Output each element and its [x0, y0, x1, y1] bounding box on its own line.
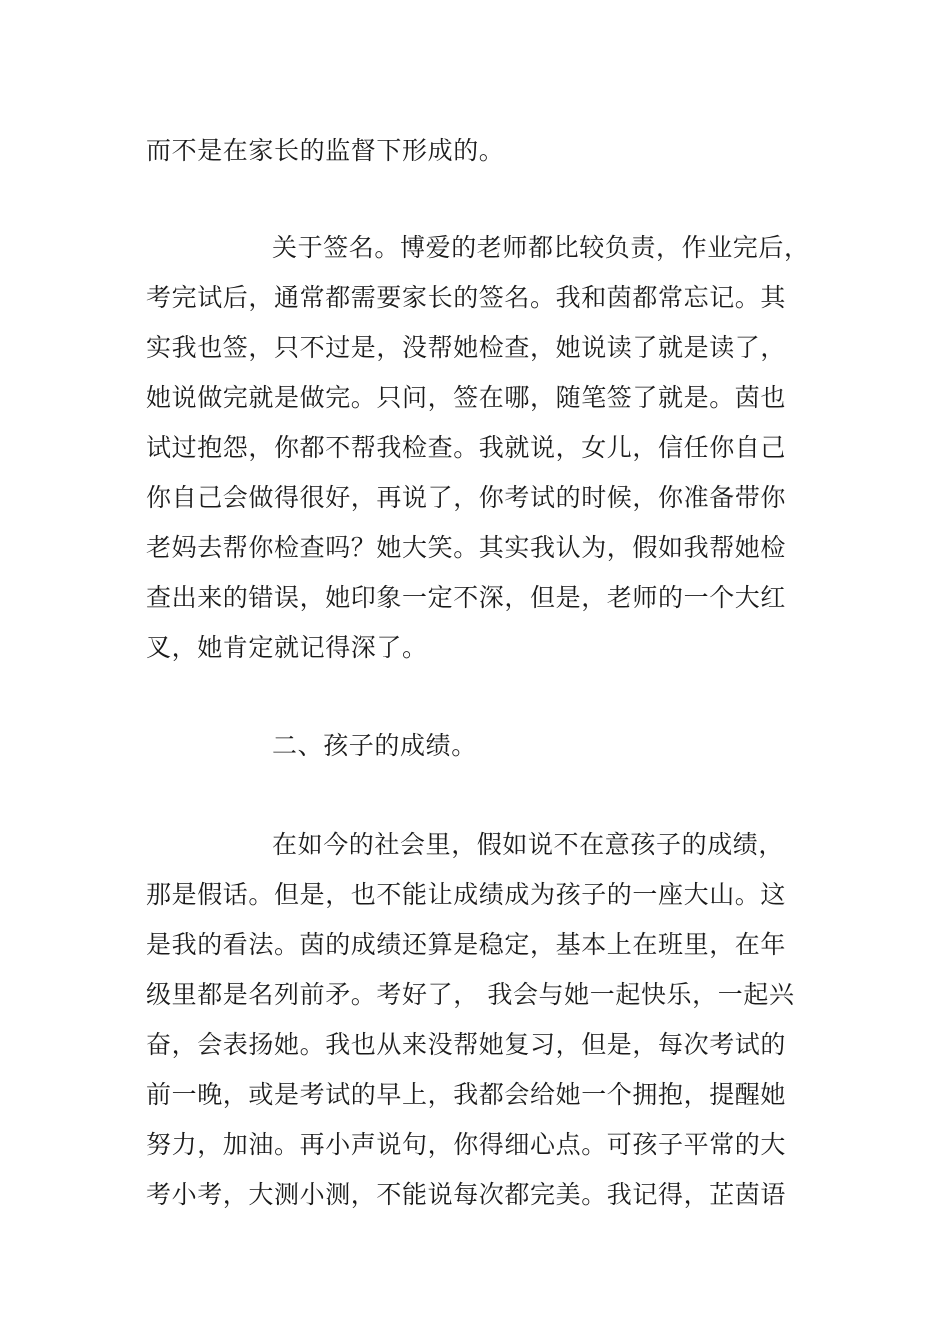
- paragraph-2-line-6: 你自己会做得很好，再说了，你考试的时候，你准备带你: [146, 483, 787, 512]
- paragraph-4-line-8: 考小考，大测小测，不能说每次都完美。我记得，芷茵语: [146, 1180, 787, 1209]
- paragraph-4-line-7: 努力，加油。再小声说句，你得细心点。可孩子平常的大: [146, 1130, 787, 1159]
- paragraph-4-line-3: 是我的看法。茵的成绩还算是稳定，基本上在班里，在年: [146, 930, 787, 959]
- paragraph-4-line-2: 那是假话。但是，也不能让成绩成为孩子的一座大山。这: [146, 880, 787, 909]
- paragraph-2-line-3: 实我也签，只不过是，没帮她检查，她说读了就是读了，: [146, 333, 787, 362]
- paragraph-2-line-7: 老妈去帮你检查吗？她大笑。其实我认为，假如我帮她检: [146, 533, 787, 562]
- paragraph-4-line-6: 前一晚，或是考试的早上，我都会给她一个拥抱，提醒她: [146, 1080, 787, 1109]
- paragraph-2-line-8: 查出来的错误，她印象一定不深，但是，老师的一个大红: [146, 583, 787, 612]
- paragraph-4-line-1: 在如今的社会里，假如说不在意孩子的成绩，: [272, 830, 785, 859]
- paragraph-2-line-9: 叉，她肯定就记得深了。: [146, 633, 428, 662]
- paragraph-2-line-5: 试过抱怨，你都不帮我检查。我就说，女儿，信任你自己: [146, 433, 787, 462]
- paragraph-2-line-4: 她说做完就是做完。只问，签在哪，随笔签了就是。茵也: [146, 383, 787, 412]
- paragraph-2-line-2: 考完试后，通常都需要家长的签名。我和茵都常忘记。其: [146, 283, 787, 312]
- section-heading: 二、孩子的成绩。: [272, 731, 477, 760]
- paragraph-1-line-1: 而不是在家长的监督下形成的。: [146, 136, 505, 165]
- paragraph-4-line-5: 奋，会表扬她。我也从来没帮她复习，但是，每次考试的: [146, 1030, 787, 1059]
- paragraph-4-line-4: 级里都是名列前矛。考好了， 我会与她一起快乐，一起兴: [146, 980, 795, 1009]
- paragraph-2-line-1: 关于签名。博爱的老师都比较负责，作业完后，: [272, 233, 810, 262]
